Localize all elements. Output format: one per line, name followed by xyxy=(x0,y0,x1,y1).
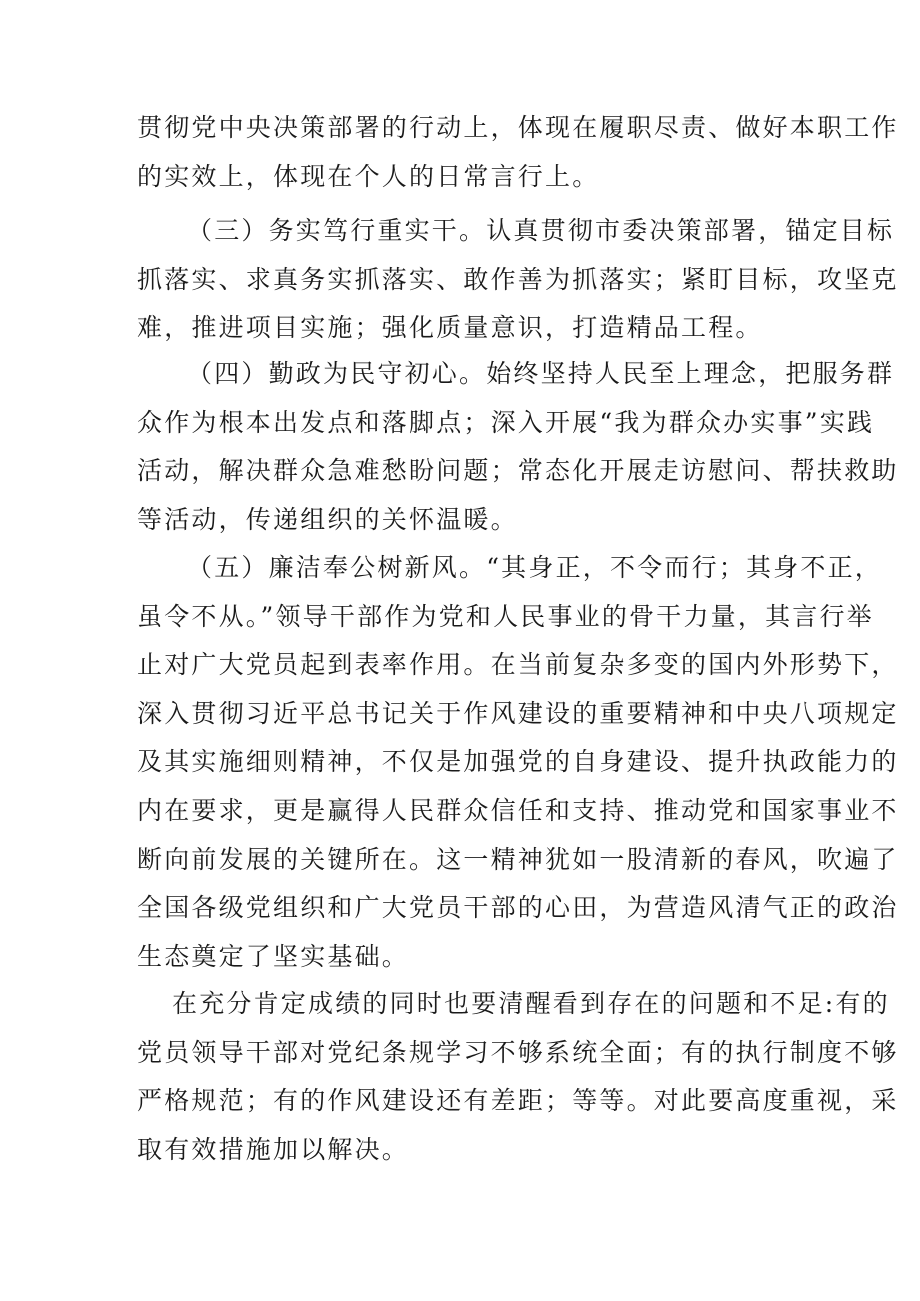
text-line: 及其实施细则精神，不仅是加强党的自身建设、提升执政能力的 xyxy=(137,747,899,777)
text-line: 的实效上，体现在个人的日常言行上。 xyxy=(137,161,600,191)
text-line: 取有效措施加以解决。 xyxy=(137,1134,410,1164)
text-line: 难，推进项目实施；强化质量意识，打造精品工程。 xyxy=(137,313,763,343)
paragraph-continuation xyxy=(137,104,899,201)
text-line: 活动，解决群众急难愁盼问题；常态化开展走访慰问、帮扶救助 xyxy=(137,456,899,486)
text-line: 等活动，传递组织的关怀温暖。 xyxy=(137,504,518,534)
text-line: 虽令不从。”领导干部作为党和人民事业的骨干力量，其言行举 xyxy=(137,601,874,631)
text-line: 抓落实、求真务实抓落实、敢作善为抓落实；紧盯目标，攻坚克 xyxy=(137,264,899,294)
paragraph-closing xyxy=(137,980,899,1174)
text-line: 严格规范；有的作风建设还有差距；等等。对此要高度重视，采 xyxy=(137,1086,899,1116)
paragraph-section-5 xyxy=(137,544,899,981)
text-line: 断向前发展的关键所在。这一精神犹如一股清新的春风，吹遍了 xyxy=(137,844,899,874)
text-line: （三）务实笃行重实干。认真贯彻市委决策部署，锚定目标 xyxy=(187,216,895,245)
text-line: 止对广大党员起到表率作用。在当前复杂多变的国内外形势下， xyxy=(137,650,899,680)
text-line: 全国各级党组织和广大党员干部的心田，为营造风清气正的政治 xyxy=(137,893,899,923)
text-line: （四）勤政为民守初心。始终坚持人民至上理念，把服务群 xyxy=(187,359,895,388)
text-line: 众作为根本出发点和落脚点；深入开展“我为群众办实事”实践 xyxy=(137,407,875,437)
text-line: 贯彻党中央决策部署的行动上，体现在履职尽责、做好本职工作 xyxy=(137,113,899,142)
text-line: 内在要求，更是赢得人民群众信任和支持、推动党和国家事业不 xyxy=(137,795,899,825)
text-line: 党员领导干部对党纪条规学习不够系统全面；有的执行制度不够 xyxy=(137,1037,899,1067)
text-line: （五）廉洁奉公树新风。“其身正，不令而行；其身不正， xyxy=(187,553,882,582)
paragraph-section-4 xyxy=(137,350,899,544)
text-line: 在充分肯定成绩的同时也要清醒看到存在的问题和不足:有的 xyxy=(172,989,890,1018)
text-line: 深入贯彻习近平总书记关于作风建设的重要精神和中央八项规定 xyxy=(137,698,899,728)
text-line: 生态奠定了坚实基础。 xyxy=(137,941,410,971)
paragraph-section-3 xyxy=(137,207,899,353)
